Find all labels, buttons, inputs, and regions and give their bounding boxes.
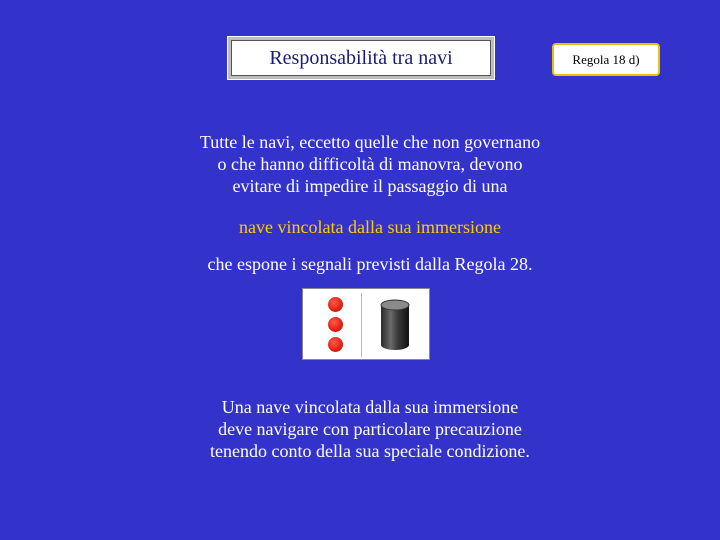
rule-badge bbox=[552, 43, 660, 76]
signals-illustration bbox=[302, 288, 430, 360]
conclusion-paragraph bbox=[120, 396, 620, 462]
title-box-inner bbox=[231, 40, 491, 76]
signals-text: che espone i segnali previsti dalla Regola 28. bbox=[207, 254, 533, 274]
red-ball-icon bbox=[328, 317, 343, 332]
red-ball-icon bbox=[328, 297, 343, 312]
intro-paragraph bbox=[120, 131, 620, 197]
conclusion-line: Una nave vincolata dalla sua immersione bbox=[221, 397, 519, 417]
slide-title: Responsabilità tra navi bbox=[269, 46, 453, 69]
highlight-text: nave vincolata dalla sua immersione bbox=[239, 217, 501, 237]
title-box bbox=[227, 36, 495, 80]
intro-line: o che hanno difficoltà di manovra, devono bbox=[217, 154, 523, 174]
illustration-divider bbox=[361, 293, 362, 357]
intro-line: evitare di impedire il passaggio di una bbox=[232, 176, 508, 196]
rule-badge-label: Regola 18 d) bbox=[572, 51, 640, 67]
conclusion-line: deve navigare con particolare precauzione bbox=[218, 419, 522, 439]
intro-line: Tutte le navi, eccetto quelle che non governano bbox=[199, 132, 541, 152]
conclusion-line: tenendo conto della sua speciale condizione. bbox=[210, 441, 530, 461]
black-cylinder-icon bbox=[379, 299, 411, 351]
red-ball-icon bbox=[328, 337, 343, 352]
